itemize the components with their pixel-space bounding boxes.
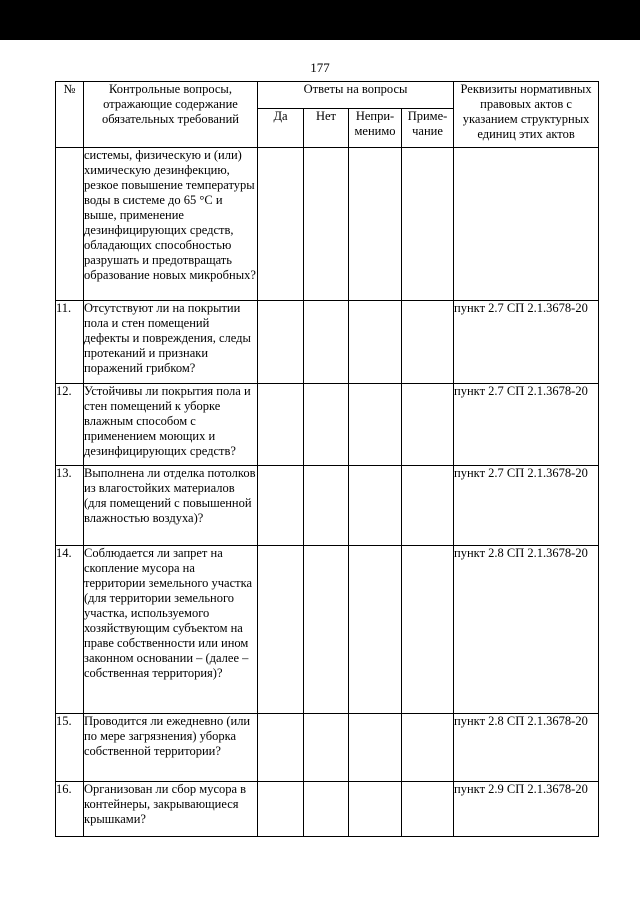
answer-no-cell: [304, 148, 349, 301]
row-number: 11.: [56, 301, 84, 384]
answer-note-cell: [402, 714, 454, 782]
answer-note-cell: [402, 782, 454, 837]
row-number: 13.: [56, 466, 84, 546]
row-question: Выполнена ли отделка потолков из влагостойких материалов (для помещений с повышенной влажностью воздуха)?: [84, 466, 258, 546]
answer-no-cell: [304, 384, 349, 466]
row-question: Отсутствуют ли на покрытии пола и стен помещений дефекты и повреждения, следы протеканий и признаки поражений грибком?: [84, 301, 258, 384]
answer-note-cell: [402, 148, 454, 301]
answer-not-applicable-cell: [349, 546, 402, 714]
table-row: [56, 301, 599, 384]
answer-note-cell: [402, 466, 454, 546]
table-row: [56, 384, 599, 466]
answer-no-cell: [304, 466, 349, 546]
answer-not-applicable-cell: [349, 301, 402, 384]
header-num: №: [56, 82, 84, 148]
header-note: Приме-чание: [402, 109, 454, 148]
row-reference: пункт 2.7 СП 2.1.3678-20: [454, 384, 599, 466]
row-number: 12.: [56, 384, 84, 466]
table-row: [56, 546, 599, 714]
checklist-table: [55, 81, 599, 837]
answer-no-cell: [304, 301, 349, 384]
header-requisites: Реквизиты нормативных правовых актов с указанием структурных единиц этих актов: [454, 82, 599, 148]
row-question: системы, физическую и (или) химическую дезинфекцию, резкое повышение температуры воды в системе до 65 °С и выше, применение дезинфицирующих средств, обладающих способностью разрушать и предотвращать образование новых микробных?: [84, 148, 258, 301]
header-yes: Да: [258, 109, 304, 148]
row-question: Организован ли сбор мусора в контейнеры, закрывающиеся крышками?: [84, 782, 258, 837]
answer-not-applicable-cell: [349, 714, 402, 782]
table-row: [56, 714, 599, 782]
scan-top-border: [0, 0, 640, 40]
answer-yes-cell: [258, 546, 304, 714]
table-row: [56, 782, 599, 837]
table-row: [56, 466, 599, 546]
answer-yes-cell: [258, 714, 304, 782]
row-reference: [454, 148, 599, 301]
row-number: 16.: [56, 782, 84, 837]
header-row-1: [56, 82, 599, 109]
answer-not-applicable-cell: [349, 148, 402, 301]
header-no: Нет: [304, 109, 349, 148]
answer-yes-cell: [258, 148, 304, 301]
header-answers: Ответы на вопросы: [258, 82, 454, 109]
row-reference: пункт 2.8 СП 2.1.3678-20: [454, 714, 599, 782]
row-number: [56, 148, 84, 301]
row-reference: пункт 2.7 СП 2.1.3678-20: [454, 466, 599, 546]
row-reference: пункт 2.7 СП 2.1.3678-20: [454, 301, 599, 384]
answer-yes-cell: [258, 466, 304, 546]
answer-no-cell: [304, 714, 349, 782]
row-question: Проводится ли ежедневно (или по мере загрязнения) уборка собственной территории?: [84, 714, 258, 782]
row-number: 15.: [56, 714, 84, 782]
row-number: 14.: [56, 546, 84, 714]
table-row: [56, 148, 599, 301]
answer-yes-cell: [258, 782, 304, 837]
row-question: Устойчивы ли покрытия пола и стен помещений к уборке влажным способом с применением моющих и дезинфицирующих средств?: [84, 384, 258, 466]
row-reference: пункт 2.9 СП 2.1.3678-20: [454, 782, 599, 837]
answer-yes-cell: [258, 384, 304, 466]
header-not-applicable: Непри-менимо: [349, 109, 402, 148]
answer-not-applicable-cell: [349, 466, 402, 546]
answer-note-cell: [402, 384, 454, 466]
answer-yes-cell: [258, 301, 304, 384]
answer-no-cell: [304, 546, 349, 714]
answer-not-applicable-cell: [349, 782, 402, 837]
page-number: 177: [310, 60, 330, 75]
row-reference: пункт 2.8 СП 2.1.3678-20: [454, 546, 599, 714]
answer-not-applicable-cell: [349, 384, 402, 466]
answer-note-cell: [402, 546, 454, 714]
answer-note-cell: [402, 301, 454, 384]
header-questions: Контрольные вопросы, отражающие содержание обязательных требований: [84, 82, 258, 148]
answer-no-cell: [304, 782, 349, 837]
row-question: Соблюдается ли запрет на скопление мусора на территории земельного участка (для территории земельного участка, используемого хозяйствующим субъектом на праве собственности или ином законном основании – (далее – собственная территория)?: [84, 546, 258, 714]
